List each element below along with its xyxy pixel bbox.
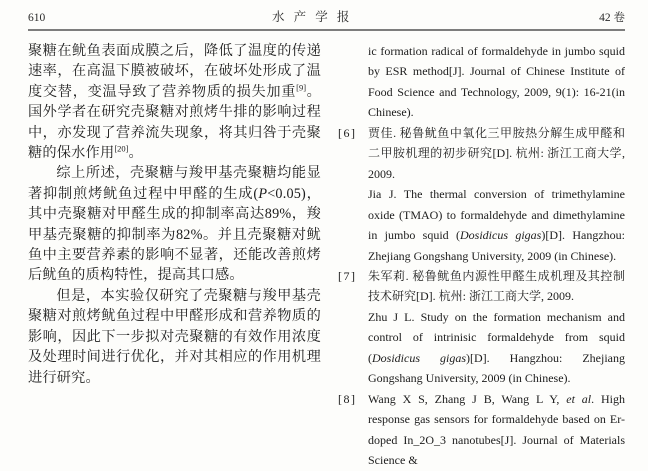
reference-citation — [368, 266, 625, 307]
text-segment: 。国外学者在研究壳聚糖对煎烤牛排的影响过程中，亦发现了营养流失现象，将其归咎于壳聚糖的保水作用 — [28, 83, 321, 162]
citation-superscript: [9] — [296, 82, 307, 93]
text-segment: )[D]. Hangzhou: Zhejiang Gongshang University, 2009 (in Chinese). — [368, 350, 625, 386]
volume-label: 42 卷 — [599, 12, 625, 24]
citation-superscript: [20] — [114, 143, 129, 154]
reference-item — [338, 389, 625, 471]
text-segment: Dosidicus gigas — [460, 228, 542, 243]
article-column — [28, 41, 321, 471]
paragraph — [28, 286, 321, 388]
page-header — [28, 7, 625, 25]
header-rule — [28, 29, 625, 31]
reference-item — [338, 123, 625, 266]
text-segment: Wang X S, Zhang J B, Wang L Y, — [368, 391, 567, 406]
reference-number: [7] — [338, 268, 357, 283]
reference-text — [368, 389, 625, 471]
journal-title: 水 产 学 报 — [271, 10, 353, 24]
text-segment: 。 — [128, 145, 143, 162]
reference-citation — [368, 41, 625, 123]
text-segment: 贾佳. 秘鲁鱿鱼中氧化三甲胺热分解生成甲醛和二甲胺机理的初步研究[D]. 杭州: 浙江工商大学, 2009. — [368, 125, 625, 181]
text-segment: et al — [566, 391, 592, 406]
reference-citation — [368, 184, 625, 266]
text-segment: . High response gas sensors for formaldehyde based on Er-doped In_2O_3 nanotubes[J]. Journal of Materials Science & — [368, 391, 625, 468]
reference-citation — [368, 123, 625, 184]
text-segment: 综上所述，壳聚糖与羧甲基壳聚糖均能显著抑制煎烤鱿鱼过程中甲醛的生成( — [28, 165, 321, 202]
paragraph — [28, 41, 321, 163]
text-segment: 但是，本实验仅研究了壳聚糖与羧甲基壳聚糖对煎烤鱿鱼过程中甲醛形成和营养物质的影响，因此下一步拟对壳聚糖的有效作用浓度及处理时间进行优化，并对其相应的作用机理进行研究。 — [28, 287, 321, 386]
reference-item — [338, 41, 625, 123]
text-segment: Jia J. The thermal conversion of trimethylamine oxide (TMAO) to formaldehyde and dimethylamine in jumbo squid ( — [368, 187, 625, 243]
text-segment: P — [258, 185, 268, 202]
reference-citation — [368, 307, 625, 389]
text-segment: ic formation radical of formaldehyde in jumbo squid by ESR method[J]. Journal of Chinese Institute of Food Science and Technology, 2009, 9(1): 16-21(in Chinese). — [368, 44, 625, 120]
reference-citation — [368, 389, 625, 471]
reference-number: [8] — [338, 391, 357, 406]
reference-text — [368, 123, 625, 266]
text-segment: )[D]. Hangzhou: Zhejiang Gongshang University, 2009 (in Chinese). — [368, 228, 625, 263]
reference-text — [368, 266, 625, 389]
text-segment: 朱军莉. 秘鲁鱿鱼内源性甲醛生成机理及其控制技术研究[D]. 杭州: 浙江工商大学, 2009. — [368, 268, 625, 304]
page-body — [28, 41, 625, 471]
reference-text — [368, 41, 625, 123]
text-segment: 聚糖在鱿鱼表面成膜之后，降低了温度的传递速率，在高温下膜被破坏，在破坏处形成了温度交替，变温导致了营养物质的损失加重 — [28, 43, 321, 100]
paragraph — [28, 163, 321, 285]
reference-number: [6] — [338, 125, 357, 140]
reference-item — [338, 266, 625, 389]
text-segment: Dosidicus gigas — [372, 350, 467, 365]
references-column — [338, 41, 625, 471]
page-number: 610 — [28, 12, 46, 24]
text-segment: <0.05)，其中壳聚糖对甲醛生成的抑制率高达89%，羧甲基壳聚糖的抑制率为82%。并且壳聚糖对鱿鱼中主要营养素的影响不显著，还能改善煎烤后鱿鱼的质构特性，提高其口感。 — [28, 185, 321, 284]
text-segment: Zhu J L. Study on the formation mechanism and control of intrinisic formaldehyde from squid ( — [368, 309, 625, 365]
